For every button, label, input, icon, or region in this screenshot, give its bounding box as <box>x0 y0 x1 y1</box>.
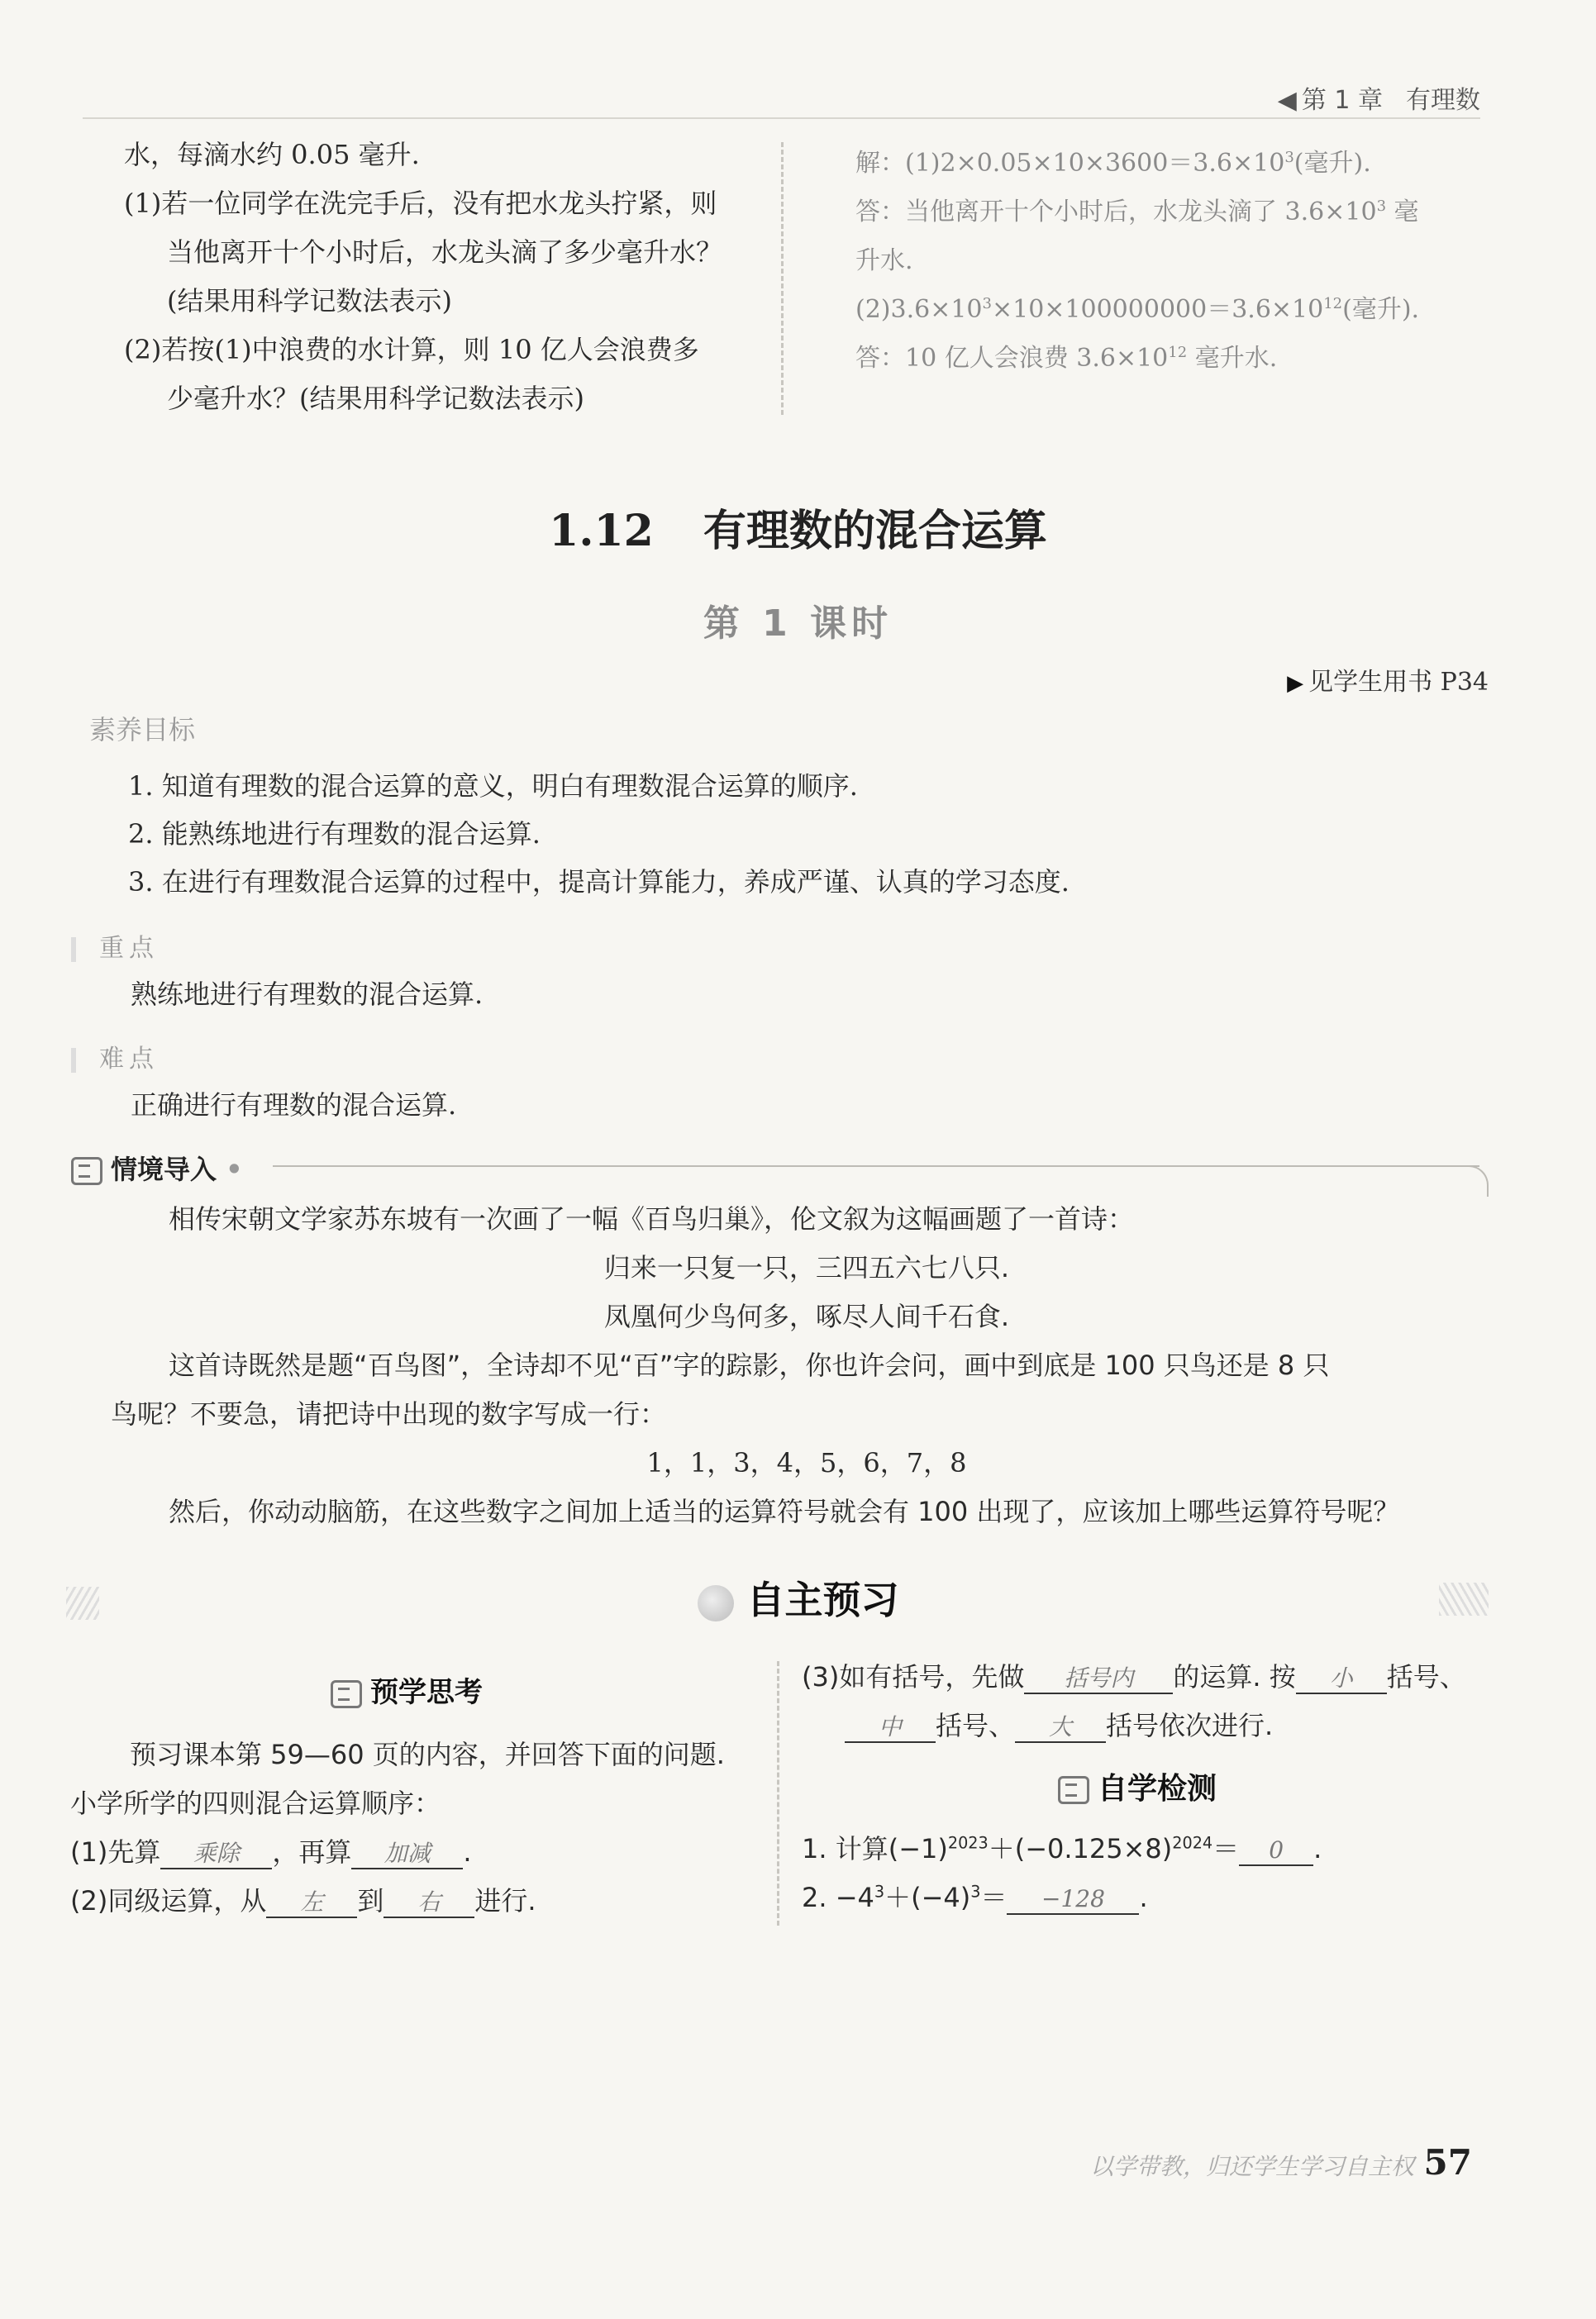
poem-line: 凤凰何少鸟何多，啄尽人间千石食. <box>603 1301 1010 1332</box>
poem-line: 归来一只复一只，三四五六七八只. <box>603 1252 1010 1283</box>
answer-blank[interactable]: 大 <box>1015 1713 1106 1743</box>
scenario-paragraph: 鸟呢？不要急，请把诗中出现的数字写成一行： <box>111 1398 667 1430</box>
number-sequence: 1，1，3，4，5，6，7，8 <box>646 1447 967 1479</box>
self-check-heading: 自学检测 <box>1058 1765 1217 1807</box>
pre-think-q3: (3)如有括号，先做 括号内 的运算. 按 小 括号、 中 括号、 大 括号依次进行. <box>802 1661 1466 1741</box>
answer-line: 解：$(1)2\times 0.05\times 10\times 3600=3.6\times 10^3$(毫升). <box>855 149 1371 178</box>
answer-line: 答：10 亿人会浪费 $3.6\times 10^{12}$ 毫升水. <box>855 344 1278 373</box>
pre-think-order: 小学所学的四则混合运算顺序： <box>70 1788 441 1819</box>
top-answer <box>855 139 1500 383</box>
page-number: 57 <box>1423 2142 1472 2183</box>
goals-list <box>128 762 1533 906</box>
pre-think-intro: 预习课本第 59—60 页的内容，并回答下面的问题. <box>130 1739 725 1770</box>
chapter-title: 有理数 <box>1406 86 1480 115</box>
answer-line: 答：当他离开十个小时后，水龙头滴了 $3.6\times 10^3$ 毫 <box>855 198 1419 226</box>
check-q1: 1. 计算$(-1)^{2023}+(-0.125\times 8)^{2024}= 0$ . <box>802 1833 1322 1864</box>
scenario-body <box>112 1195 1501 1536</box>
pre-think-heading: 预学思考 <box>331 1669 483 1710</box>
pre-think-q1: (1)先算 乘除 ，再算 加减 . <box>70 1836 472 1868</box>
column-divider <box>777 1661 779 1926</box>
section-name: 有理数的混合运算 <box>703 507 1047 556</box>
circle-icon <box>698 1585 734 1621</box>
scenario-rule <box>273 1165 1479 1167</box>
question-line: (2)若按(1)中浪费的水计算，则 10 亿人会浪费多 <box>124 334 699 365</box>
answer-blank[interactable]: 小 <box>1296 1664 1387 1694</box>
answer-blank[interactable]: 右 <box>384 1888 474 1918</box>
scenario-heading: 情境导入 • <box>71 1149 243 1187</box>
self-check-body <box>802 1825 1529 1922</box>
footer-slogan: 以学带教，归还学生学习自主权 <box>1089 2153 1414 2180</box>
lesson-label: 第 1 课时 <box>703 602 893 645</box>
difficulty-label: 难点 <box>71 1038 159 1074</box>
answer-line: 升水. <box>855 246 913 275</box>
bar-icon <box>71 937 76 962</box>
answer-blank[interactable]: 括号内 <box>1024 1664 1173 1694</box>
chapter-header <box>1278 79 1480 116</box>
reference-link[interactable]: ▶ 见学生用书 P34 <box>1287 668 1489 697</box>
bar-icon <box>71 1048 76 1073</box>
pre-think-q2: (2)同级运算，从 左 到 右 进行. <box>70 1885 536 1917</box>
scenario-rule-corner <box>1467 1165 1489 1197</box>
goal-item: 3. 在进行有理数混合运算的过程中，提高计算能力，养成严谨、认真的学习态度. <box>128 866 1070 898</box>
question-line: 水，每滴水约 0.05 毫升. <box>124 139 420 170</box>
goal-item: 1. 知道有理数的混合运算的意义，明白有理数混合运算的顺序. <box>128 770 858 802</box>
triangle-left-icon: ◀ <box>1277 86 1297 115</box>
goals-title: 素养目标 <box>89 714 196 745</box>
answer-line: $(2)3.6\times 10^3\times 10\times 100000000=3.6\times 10^{12}$(毫升). <box>855 295 1420 324</box>
question-line: 当他离开十个小时后，水龙头滴了多少毫升水？ <box>167 236 723 268</box>
header-rule <box>83 117 1480 119</box>
answer-blank[interactable]: −128 <box>1007 1885 1139 1915</box>
key-point-label: 重点 <box>71 927 159 964</box>
answer-blank[interactable]: 0 <box>1239 1836 1313 1866</box>
scenario-paragraph: 这首诗既然是题“百鸟图”，全诗却不见“百”字的踪影，你也许会问，画中到底是 100 只鸟还是 8 只 <box>169 1350 1330 1381</box>
check-q2: 2. $-4^3+(-4)^3= -128$ . <box>802 1882 1148 1913</box>
key-point-text: 熟练地进行有理数的混合运算. <box>131 979 484 1010</box>
goal-item: 2. 能熟练地进行有理数的混合运算. <box>128 818 541 850</box>
scenario-paragraph: 然后，你动动脑筋，在这些数字之间加上适当的运算符号就会有 100 出现了，应该加上哪些运算符号呢？ <box>169 1496 1400 1527</box>
board-icon <box>1058 1776 1089 1804</box>
self-study-title: 自主预习 <box>0 1570 1596 1625</box>
board-icon <box>71 1157 102 1185</box>
answer-blank[interactable]: 乘除 <box>160 1840 272 1869</box>
question-line: (结果用科学记数法表示) <box>167 285 452 317</box>
board-icon <box>331 1680 362 1708</box>
chapter-number: 第 1 章 <box>1301 86 1383 115</box>
question-line: (1)若一位同学在洗完手后，没有把水龙头拧紧，则 <box>124 188 717 219</box>
question-line: 少毫升水？(结果用科学记数法表示) <box>167 383 584 414</box>
answer-blank[interactable]: 中 <box>845 1713 936 1743</box>
section-number: 1.12 <box>549 506 654 556</box>
pre-think-body <box>70 1731 756 1926</box>
column-divider <box>781 142 784 415</box>
triangle-right-icon: ▶ <box>1287 671 1304 696</box>
answer-blank[interactable]: 加减 <box>351 1840 463 1869</box>
difficulty-text: 正确进行有理数的混合运算. <box>131 1089 457 1121</box>
top-question <box>124 131 769 423</box>
section-title <box>0 496 1596 558</box>
answer-blank[interactable]: 左 <box>266 1888 357 1918</box>
scenario-paragraph: 相传宋朝文学家苏东坡有一次画了一幅《百鸟归巢》，伦文叙为这幅画题了一首诗： <box>169 1203 1135 1235</box>
